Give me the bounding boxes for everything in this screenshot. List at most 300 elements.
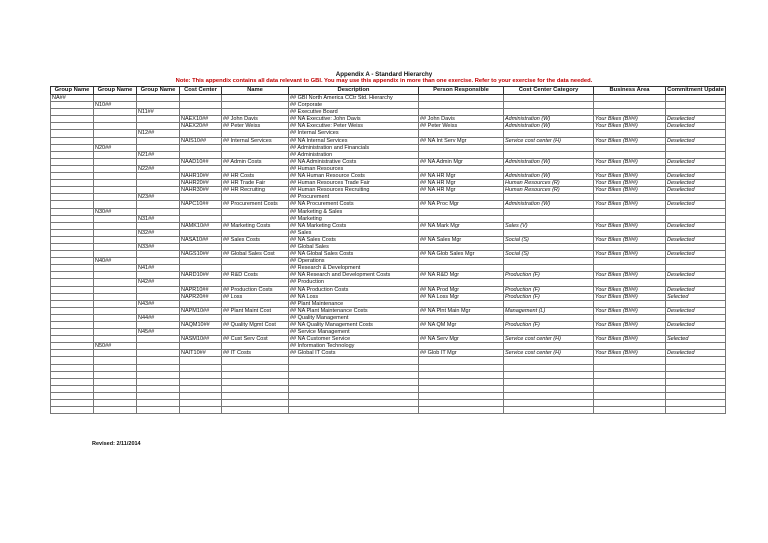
table-cell: ## Marketing Costs <box>222 222 289 229</box>
table-cell <box>137 400 180 407</box>
table-cell <box>419 400 504 407</box>
table-cell <box>222 109 289 116</box>
table-cell: ## NA Customer Service <box>289 336 419 343</box>
column-header: Group Name <box>51 87 94 95</box>
table-cell <box>504 165 594 172</box>
table-cell <box>51 144 94 151</box>
table-cell: ## NA Executive: Peter Weiss <box>289 123 419 130</box>
table-cell <box>180 130 222 137</box>
table-row <box>51 400 726 407</box>
table-cell: Your Bikes (BI##) <box>594 173 666 180</box>
table-cell <box>94 130 137 137</box>
table-cell: ## Cust Serv Cost <box>222 336 289 343</box>
table-cell: NAAD10## <box>180 158 222 165</box>
table-cell: N43## <box>137 300 180 307</box>
table-cell: ## Global Sales Cost <box>222 251 289 258</box>
table-cell <box>137 322 180 329</box>
table-cell <box>419 385 504 392</box>
table-cell: Deselected <box>666 236 726 243</box>
table-cell <box>419 243 504 250</box>
table-cell <box>137 272 180 279</box>
table-cell <box>504 314 594 321</box>
table-cell <box>180 279 222 286</box>
table-cell <box>419 407 504 414</box>
table-cell <box>222 229 289 236</box>
table-cell: Deselected <box>666 350 726 357</box>
table-cell <box>137 350 180 357</box>
table-cell <box>666 130 726 137</box>
table-cell: Sales (V) <box>504 222 594 229</box>
table-cell <box>504 215 594 222</box>
table-cell <box>666 392 726 399</box>
table-cell: ## NA Admin Mgr <box>419 158 504 165</box>
table-cell <box>419 258 504 265</box>
table-cell: ## Peter Weiss <box>419 123 504 130</box>
table-cell: ## Human Resources Recruiting <box>289 187 419 194</box>
table-cell <box>51 350 94 357</box>
table-cell: ## Plant Maintenance <box>289 300 419 307</box>
column-header: Group Name <box>137 87 180 95</box>
table-cell <box>594 95 666 102</box>
table-cell <box>594 385 666 392</box>
table-cell <box>51 165 94 172</box>
table-cell <box>594 279 666 286</box>
table-cell <box>137 357 180 364</box>
table-cell <box>504 258 594 265</box>
table-cell <box>137 336 180 343</box>
table-cell <box>51 407 94 414</box>
table-cell <box>51 314 94 321</box>
table-cell <box>94 116 137 123</box>
table-row <box>51 201 726 208</box>
table-cell <box>222 95 289 102</box>
table-cell: Social (S) <box>504 236 594 243</box>
table-cell: Administration (W) <box>504 173 594 180</box>
table-cell <box>666 364 726 371</box>
table-cell: NAEX10## <box>180 116 222 123</box>
table-cell <box>180 364 222 371</box>
table-cell: Service cost center (H) <box>504 336 594 343</box>
table-cell: ## Sales Costs <box>222 236 289 243</box>
table-cell <box>137 307 180 314</box>
table-row <box>51 123 726 130</box>
table-cell <box>51 102 94 109</box>
table-cell <box>94 194 137 201</box>
table-cell <box>51 265 94 272</box>
table-cell <box>137 158 180 165</box>
table-cell <box>594 243 666 250</box>
table-cell: Selected <box>666 336 726 343</box>
table-cell: ## NA Glob Sales Mgr <box>419 251 504 258</box>
table-cell <box>51 151 94 158</box>
table-cell <box>51 400 94 407</box>
table-cell: NAPR20## <box>180 293 222 300</box>
table-cell: ## Admin Costs <box>222 158 289 165</box>
table-cell <box>51 336 94 343</box>
table-cell <box>419 343 504 350</box>
table-cell <box>666 109 726 116</box>
table-cell <box>51 137 94 144</box>
table-cell: ## GBI North America CCtr Std. Hierarchy <box>289 95 419 102</box>
table-cell: NAEX20## <box>180 123 222 130</box>
table-cell: Deselected <box>666 137 726 144</box>
table-cell <box>666 194 726 201</box>
table-cell: Production (F) <box>504 322 594 329</box>
table-cell <box>504 357 594 364</box>
table-cell: ## NA Loss Mgr <box>419 293 504 300</box>
table-cell <box>666 229 726 236</box>
table-cell <box>51 385 94 392</box>
table-cell: ## Quality Management <box>289 314 419 321</box>
table-cell <box>137 144 180 151</box>
table-cell <box>666 343 726 350</box>
column-header: Person Responsible <box>419 87 504 95</box>
table-cell <box>666 144 726 151</box>
table-cell <box>94 371 137 378</box>
table-cell: ## Information Technology <box>289 343 419 350</box>
column-header: Name <box>222 87 289 95</box>
table-cell <box>137 222 180 229</box>
table-cell <box>94 336 137 343</box>
table-cell <box>51 187 94 194</box>
table-cell: Administration (W) <box>504 116 594 123</box>
table-cell <box>137 251 180 258</box>
table-cell: ## NA Sales Mgr <box>419 236 504 243</box>
table-cell <box>180 407 222 414</box>
table-cell <box>51 229 94 236</box>
table-cell <box>51 208 94 215</box>
table-cell: N32## <box>137 229 180 236</box>
table-cell: Deselected <box>666 322 726 329</box>
table-cell: N21## <box>137 151 180 158</box>
table-cell: NAPR10## <box>180 286 222 293</box>
table-cell <box>504 208 594 215</box>
table-cell <box>51 236 94 243</box>
table-cell <box>222 243 289 250</box>
table-cell <box>419 215 504 222</box>
table-cell <box>222 144 289 151</box>
table-cell <box>289 392 419 399</box>
table-cell <box>289 378 419 385</box>
appendix-note: Note: This appendix contains all data relevant to GBI. You may use this appendix in more than one exercise. Refer to your exercise for the data needed. <box>175 78 593 84</box>
table-cell <box>137 173 180 180</box>
table-cell: Your Bikes (BI##) <box>594 322 666 329</box>
table-cell: N22## <box>137 165 180 172</box>
column-header: Business Area <box>594 87 666 95</box>
table-cell <box>180 343 222 350</box>
table-cell: ## NA R&D Mgr <box>419 272 504 279</box>
table-cell <box>94 329 137 336</box>
table-cell <box>180 329 222 336</box>
table-cell <box>94 322 137 329</box>
table-cell <box>180 144 222 151</box>
table-row <box>51 116 726 123</box>
table-cell: NAMK10## <box>180 222 222 229</box>
table-cell: Deselected <box>666 272 726 279</box>
table-cell: Your Bikes (BI##) <box>594 307 666 314</box>
table-cell: ## Service Management <box>289 329 419 336</box>
table-cell <box>289 407 419 414</box>
table-cell <box>137 180 180 187</box>
table-cell <box>666 243 726 250</box>
table-cell: ## HR Costs <box>222 173 289 180</box>
table-cell: Deselected <box>666 201 726 208</box>
table-row <box>51 151 726 158</box>
table-row <box>51 272 726 279</box>
table-cell: ## Marketing <box>289 215 419 222</box>
table-cell <box>504 364 594 371</box>
table-row <box>51 102 726 109</box>
table-cell: Your Bikes (BI##) <box>594 272 666 279</box>
table-cell: ## Glob IT Mgr <box>419 350 504 357</box>
table-cell <box>137 201 180 208</box>
table-cell <box>94 137 137 144</box>
table-cell <box>419 194 504 201</box>
table-cell <box>51 364 94 371</box>
table-cell: ## Sales <box>289 229 419 236</box>
table-cell <box>94 286 137 293</box>
table-row <box>51 215 726 222</box>
table-cell <box>666 407 726 414</box>
table-row <box>51 236 726 243</box>
table-cell <box>289 364 419 371</box>
table-cell <box>222 194 289 201</box>
table-cell <box>222 385 289 392</box>
table-row <box>51 243 726 250</box>
table-cell: N30## <box>94 208 137 215</box>
table-cell: Deselected <box>666 123 726 130</box>
table-cell <box>137 102 180 109</box>
table-cell <box>504 194 594 201</box>
table-cell: ## Executive Board <box>289 109 419 116</box>
table-cell <box>51 322 94 329</box>
table-cell <box>594 151 666 158</box>
table-cell <box>222 314 289 321</box>
table-cell: ## NA Serv Mgr <box>419 336 504 343</box>
table-cell <box>94 265 137 272</box>
table-cell <box>180 357 222 364</box>
table-row <box>51 357 726 364</box>
table-row <box>51 158 726 165</box>
table-cell <box>94 307 137 314</box>
table-cell <box>504 151 594 158</box>
table-cell: NA## <box>51 95 94 102</box>
table-cell <box>94 180 137 187</box>
table-cell <box>94 158 137 165</box>
table-cell: ## NA Production Costs <box>289 286 419 293</box>
table-cell: NAHR30## <box>180 187 222 194</box>
table-cell <box>419 378 504 385</box>
table-cell <box>419 102 504 109</box>
table-cell: ## Human Resources Trade Fair <box>289 180 419 187</box>
table-cell <box>51 116 94 123</box>
table-cell <box>51 307 94 314</box>
table-cell: Your Bikes (BI##) <box>594 137 666 144</box>
table-cell <box>666 357 726 364</box>
hierarchy-table <box>50 86 726 414</box>
table-cell <box>504 109 594 116</box>
table-cell <box>222 407 289 414</box>
table-cell: Deselected <box>666 173 726 180</box>
table-cell <box>222 130 289 137</box>
table-cell: ## Production <box>289 279 419 286</box>
table-cell <box>180 385 222 392</box>
table-cell: ## Administration and Financials <box>289 144 419 151</box>
table-cell <box>94 165 137 172</box>
table-cell: ## HR Trade Fair <box>222 180 289 187</box>
table-cell: NAGS10## <box>180 251 222 258</box>
table-cell: Your Bikes (BI##) <box>594 222 666 229</box>
table-cell <box>222 258 289 265</box>
table-row <box>51 322 726 329</box>
table-cell <box>504 300 594 307</box>
table-cell: N44## <box>137 314 180 321</box>
table-cell <box>289 357 419 364</box>
table-cell <box>419 109 504 116</box>
table-cell: ## John Davis <box>222 116 289 123</box>
table-cell: NASA10## <box>180 236 222 243</box>
table-cell <box>137 187 180 194</box>
table-cell <box>419 357 504 364</box>
table-cell: ## John Davis <box>419 116 504 123</box>
table-cell <box>180 102 222 109</box>
table-cell <box>666 385 726 392</box>
table-cell <box>419 165 504 172</box>
table-cell: ## NA Research and Development Costs <box>289 272 419 279</box>
column-header: Cost Center <box>180 87 222 95</box>
table-cell <box>51 130 94 137</box>
table-row <box>51 392 726 399</box>
table-cell <box>94 151 137 158</box>
table-cell <box>594 357 666 364</box>
table-cell: N45## <box>137 329 180 336</box>
table-row <box>51 208 726 215</box>
table-cell <box>137 364 180 371</box>
table-cell: ## NA Procurement Costs <box>289 201 419 208</box>
revised-date: Revised: 2/11/2014 <box>92 441 141 447</box>
table-row <box>51 130 726 137</box>
table-cell <box>594 208 666 215</box>
table-cell: Production (F) <box>504 293 594 300</box>
table-cell <box>504 229 594 236</box>
table-cell: Administration (W) <box>504 123 594 130</box>
table-cell <box>137 258 180 265</box>
table-cell: Your Bikes (BI##) <box>594 286 666 293</box>
table-cell: Your Bikes (BI##) <box>594 251 666 258</box>
table-cell <box>137 343 180 350</box>
table-row <box>51 286 726 293</box>
table-cell <box>51 109 94 116</box>
table-cell <box>94 109 137 116</box>
table-cell <box>594 109 666 116</box>
table-cell: ## Quality Mgmt Cost <box>222 322 289 329</box>
table-cell <box>94 314 137 321</box>
table-cell <box>504 95 594 102</box>
table-cell: Your Bikes (BI##) <box>594 116 666 123</box>
table-cell <box>94 243 137 250</box>
table-cell <box>94 350 137 357</box>
table-cell: ## Internal Services <box>289 130 419 137</box>
table-cell: Deselected <box>666 251 726 258</box>
table-cell <box>137 95 180 102</box>
table-row <box>51 222 726 229</box>
table-cell <box>137 116 180 123</box>
table-cell: ## IT Costs <box>222 350 289 357</box>
table-cell: Service cost center (H) <box>504 350 594 357</box>
table-cell <box>594 400 666 407</box>
table-cell <box>51 293 94 300</box>
table-cell <box>594 258 666 265</box>
table-cell <box>666 165 726 172</box>
table-cell <box>137 378 180 385</box>
table-cell <box>51 329 94 336</box>
table-cell <box>51 272 94 279</box>
table-cell: N50## <box>94 343 137 350</box>
table-cell <box>504 329 594 336</box>
table-cell: ## NA Internal Services <box>289 137 419 144</box>
table-cell <box>222 392 289 399</box>
table-cell <box>504 279 594 286</box>
table-cell <box>94 385 137 392</box>
table-cell <box>594 130 666 137</box>
table-row <box>51 258 726 265</box>
table-cell: ## NA Proc Mgr <box>419 201 504 208</box>
table-cell <box>504 378 594 385</box>
table-cell <box>94 293 137 300</box>
table-row <box>51 279 726 286</box>
table-cell <box>51 357 94 364</box>
table-cell <box>137 236 180 243</box>
table-cell <box>419 364 504 371</box>
table-cell <box>504 343 594 350</box>
table-cell: ## NA QM Mgr <box>419 322 504 329</box>
table-row <box>51 336 726 343</box>
table-cell <box>666 314 726 321</box>
table-cell <box>419 300 504 307</box>
table-cell <box>180 371 222 378</box>
table-cell <box>94 236 137 243</box>
table-cell <box>51 222 94 229</box>
table-cell <box>180 194 222 201</box>
table-cell: Administration (W) <box>504 158 594 165</box>
table-cell: Human Resources (R) <box>504 180 594 187</box>
table-cell: Your Bikes (BI##) <box>594 201 666 208</box>
table-cell: ## NA Mark Mgr <box>419 222 504 229</box>
table-cell <box>666 102 726 109</box>
table-cell <box>180 95 222 102</box>
column-header: Group Name <box>94 87 137 95</box>
table-cell <box>289 385 419 392</box>
table-cell: Selected <box>666 293 726 300</box>
table-cell <box>51 243 94 250</box>
table-cell: Deselected <box>666 286 726 293</box>
table-cell <box>419 130 504 137</box>
table-cell <box>94 279 137 286</box>
table-cell: ## Research & Development <box>289 265 419 272</box>
table-cell: ## Peter Weiss <box>222 123 289 130</box>
table-cell: ## NA Plnt Main Mgr <box>419 307 504 314</box>
table-cell: N11## <box>137 109 180 116</box>
table-cell <box>419 392 504 399</box>
table-cell <box>137 286 180 293</box>
column-header: Cost Center Category <box>504 87 594 95</box>
table-cell: ## NA Human Resource Costs <box>289 173 419 180</box>
table-cell <box>51 286 94 293</box>
table-cell <box>94 400 137 407</box>
table-cell: Your Bikes (BI##) <box>594 336 666 343</box>
table-cell <box>51 194 94 201</box>
table-cell: ## Operations <box>289 258 419 265</box>
